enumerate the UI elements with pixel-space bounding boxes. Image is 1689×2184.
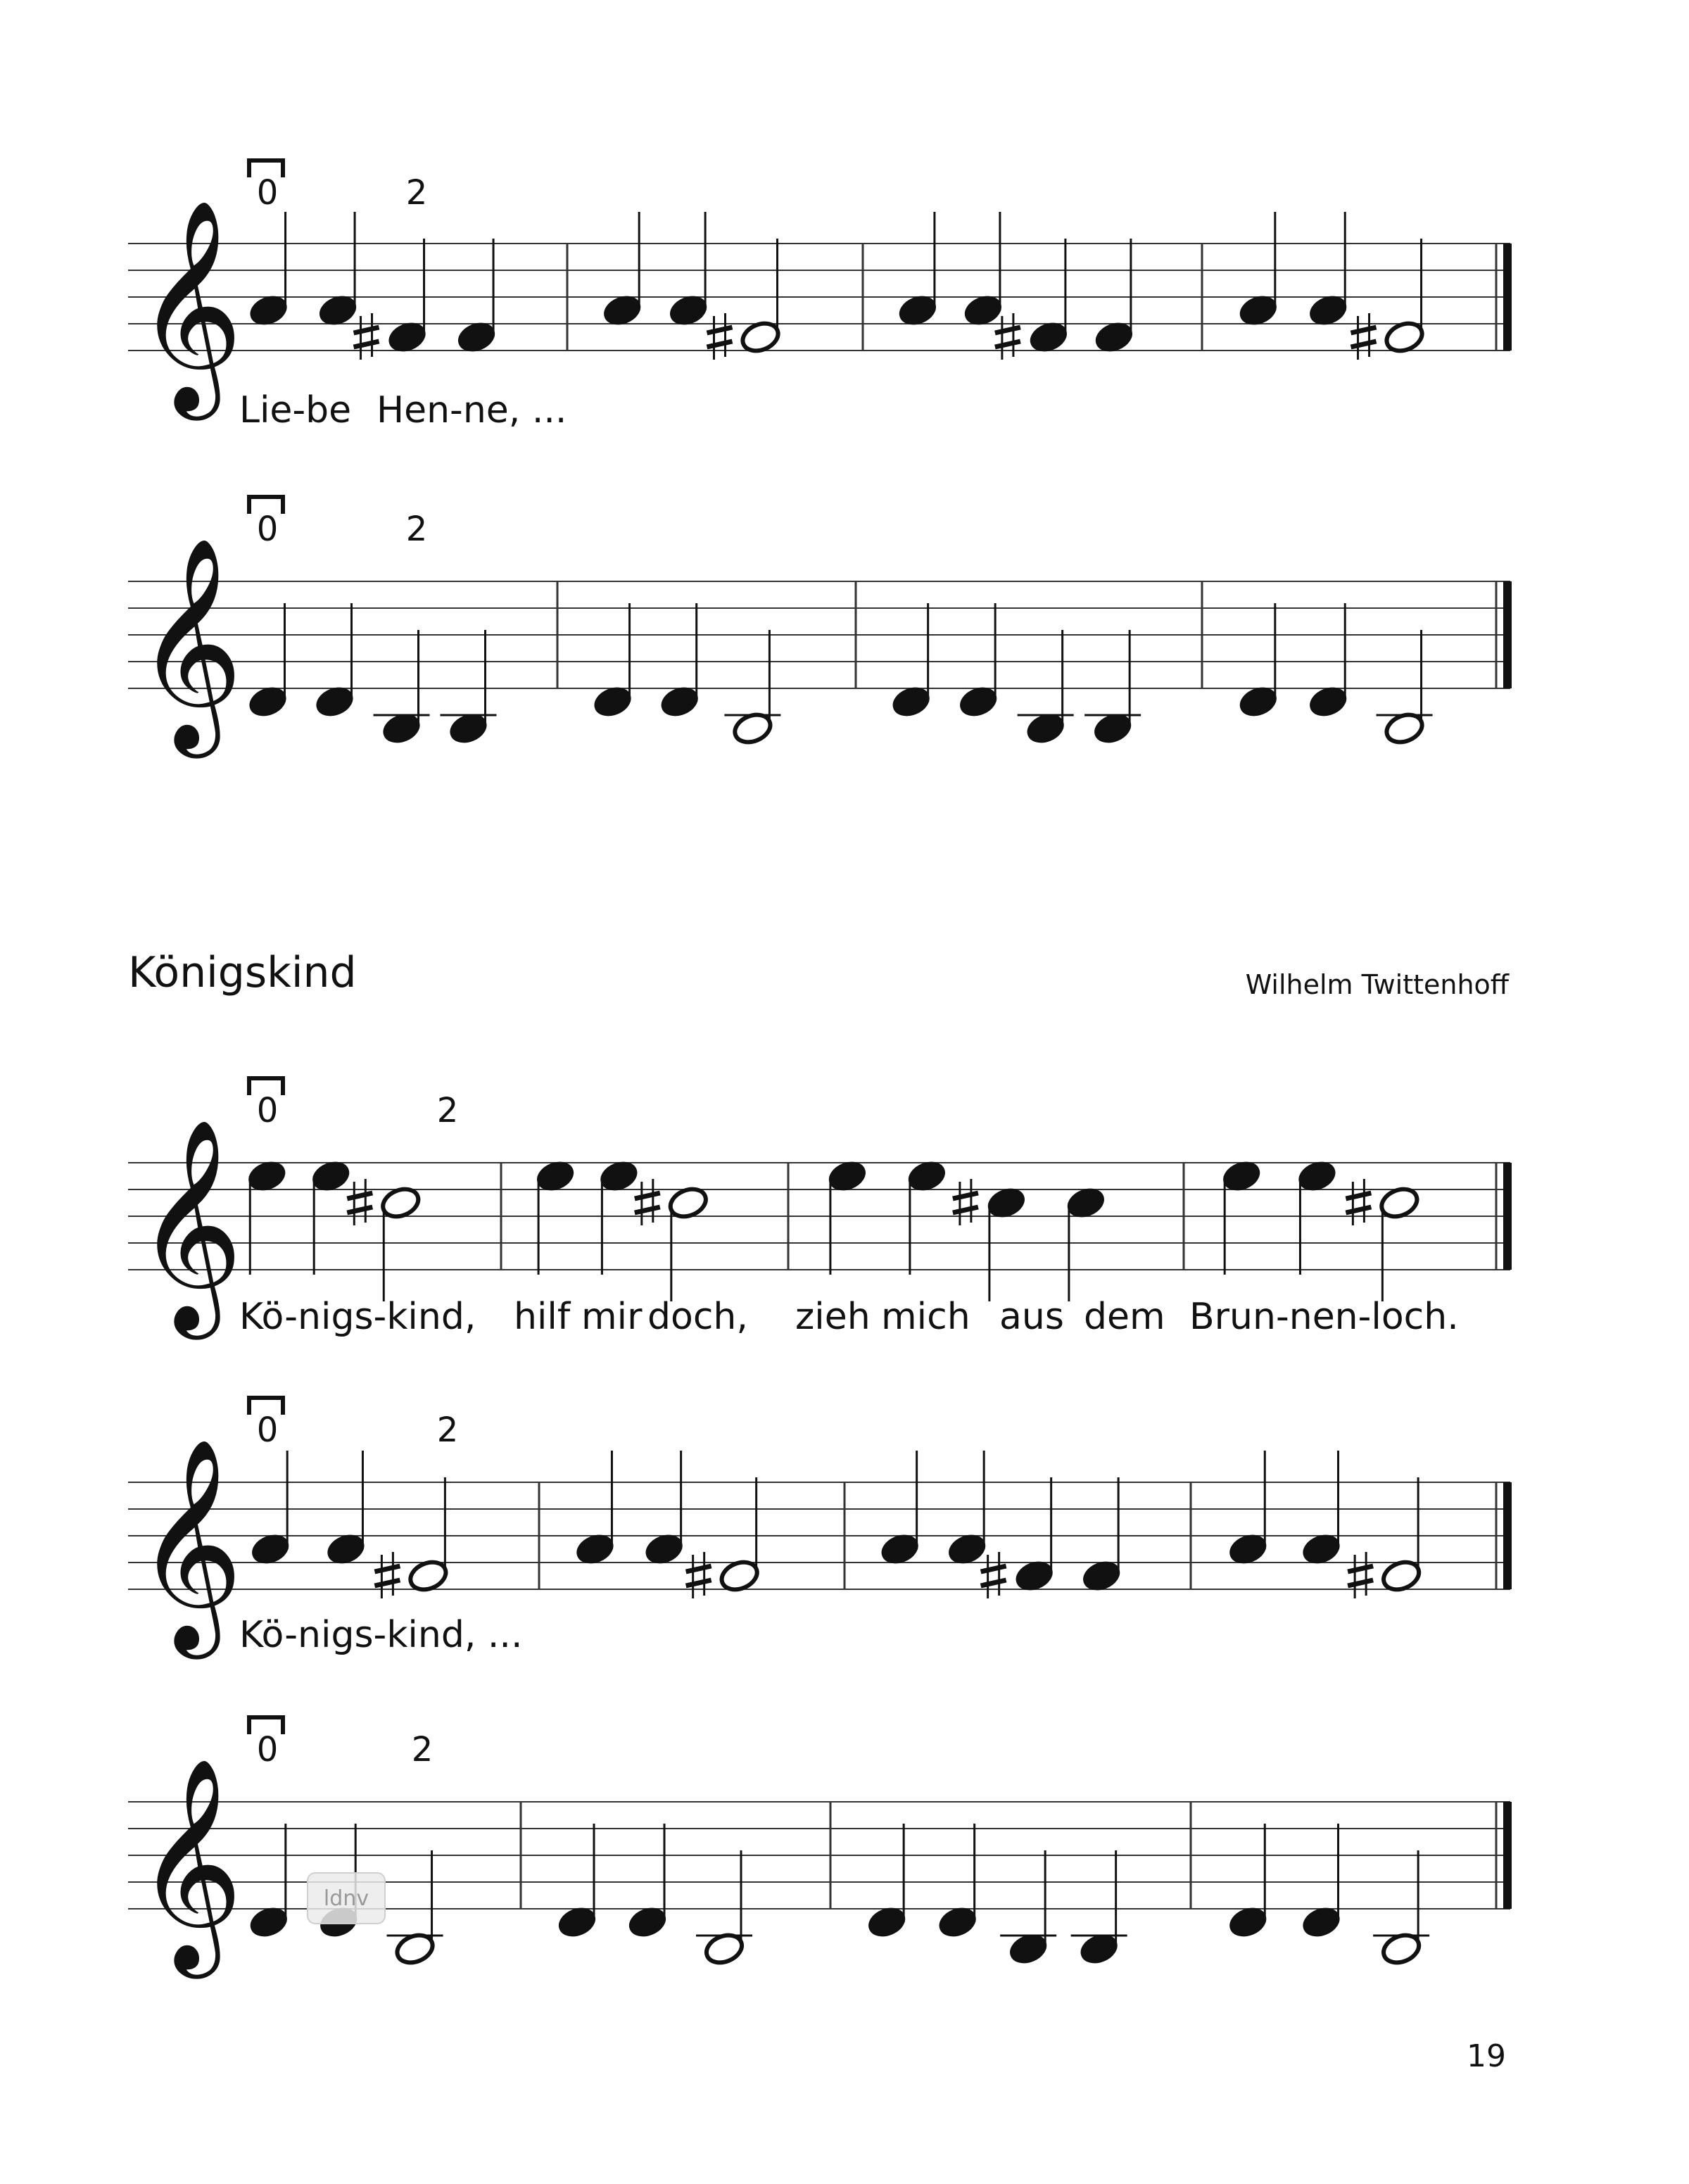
treble-clef-icon: 𝄞	[135, 1437, 243, 1650]
sharp-icon	[374, 1580, 400, 1586]
sharp-icon	[981, 1566, 1006, 1572]
sharp-icon	[707, 341, 733, 347]
music-system	[128, 497, 1512, 688]
note	[995, 239, 1070, 360]
note	[1351, 239, 1427, 360]
note	[374, 1477, 450, 1598]
treble-clef-icon: 𝄞	[135, 198, 243, 411]
final-barline-thick	[1503, 1482, 1512, 1589]
page-number: 19	[1467, 2038, 1506, 2074]
sharp-icon	[635, 1193, 660, 1199]
lyric-syllable: mich	[881, 1296, 970, 1338]
sharp-icon	[953, 1193, 978, 1199]
fingering-number: 0	[256, 173, 279, 213]
note	[354, 239, 429, 360]
sharp-icon	[635, 1207, 660, 1213]
lyric-syllable: zieh	[795, 1296, 871, 1338]
composer-name: Wilhelm Twittenhoff	[1245, 969, 1509, 1000]
treble-clef-icon: 𝄞	[135, 1757, 243, 1969]
sharp-icon	[686, 1566, 711, 1572]
fingering-number: 2	[436, 1410, 459, 1450]
note	[1348, 1477, 1423, 1598]
lyric-syllable: Kö-nigs-kind,	[239, 1296, 476, 1338]
note	[686, 1477, 761, 1598]
final-barline-thick	[1503, 1163, 1512, 1270]
lyric-syllable: hilf	[514, 1296, 571, 1338]
fingering-number: 0	[256, 1410, 279, 1450]
song-title: Königskind	[128, 948, 357, 997]
sharp-icon	[981, 1580, 1006, 1586]
note	[981, 1477, 1056, 1598]
treble-clef-icon: 𝄞	[135, 1118, 243, 1330]
lyric-syllable: doch,	[647, 1296, 748, 1338]
fingering-number: 0	[256, 1091, 279, 1130]
sharp-icon	[707, 327, 733, 333]
fingering-number: 2	[405, 510, 428, 549]
music-system	[128, 1078, 1512, 1338]
fingering-number: 2	[436, 1091, 459, 1130]
music-system	[128, 1398, 1512, 1656]
fingering-number: 2	[405, 173, 428, 213]
sharp-icon	[1348, 1580, 1373, 1586]
lyric-syllable: Kö-nigs-kind, ...	[239, 1614, 523, 1656]
lyric-syllable: Brun-nen-loch.	[1189, 1296, 1459, 1338]
sharp-icon	[1351, 341, 1377, 347]
final-barline-thick	[1503, 581, 1512, 688]
note	[953, 1179, 1028, 1301]
fingering-number: 2	[411, 1730, 434, 1769]
note	[1346, 1179, 1421, 1301]
final-barline-thick	[1503, 244, 1512, 351]
sharp-icon	[1348, 1566, 1373, 1572]
sharp-icon	[686, 1580, 711, 1586]
lyric-syllable: Hen-ne, ...	[377, 389, 567, 431]
final-barline-thick	[1503, 1802, 1512, 1909]
note	[707, 239, 783, 360]
lyric-syllable: dem	[1084, 1296, 1165, 1338]
note	[635, 1179, 710, 1301]
sharp-icon	[1346, 1193, 1371, 1199]
sharp-icon	[354, 327, 379, 333]
sharp-icon	[374, 1566, 400, 1572]
music-system	[128, 160, 1512, 431]
lyric-syllable: aus	[999, 1296, 1064, 1338]
sharp-icon	[953, 1207, 978, 1213]
fingering-number: 0	[256, 1730, 279, 1769]
sharp-icon	[1346, 1207, 1371, 1213]
fingering-number: 0	[256, 510, 279, 549]
sharp-icon	[354, 341, 379, 347]
sharp-icon	[347, 1193, 372, 1199]
lyric-syllable: Lie-be	[239, 389, 352, 431]
sharp-icon	[347, 1207, 372, 1213]
lyric-syllable: mir	[581, 1296, 643, 1338]
sharp-icon	[1351, 327, 1377, 333]
treble-clef-icon: 𝄞	[135, 536, 243, 749]
sharp-icon	[995, 327, 1020, 333]
watermark-badge: ldnv	[307, 1872, 386, 1924]
note	[347, 1179, 422, 1301]
sharp-icon	[995, 341, 1020, 347]
